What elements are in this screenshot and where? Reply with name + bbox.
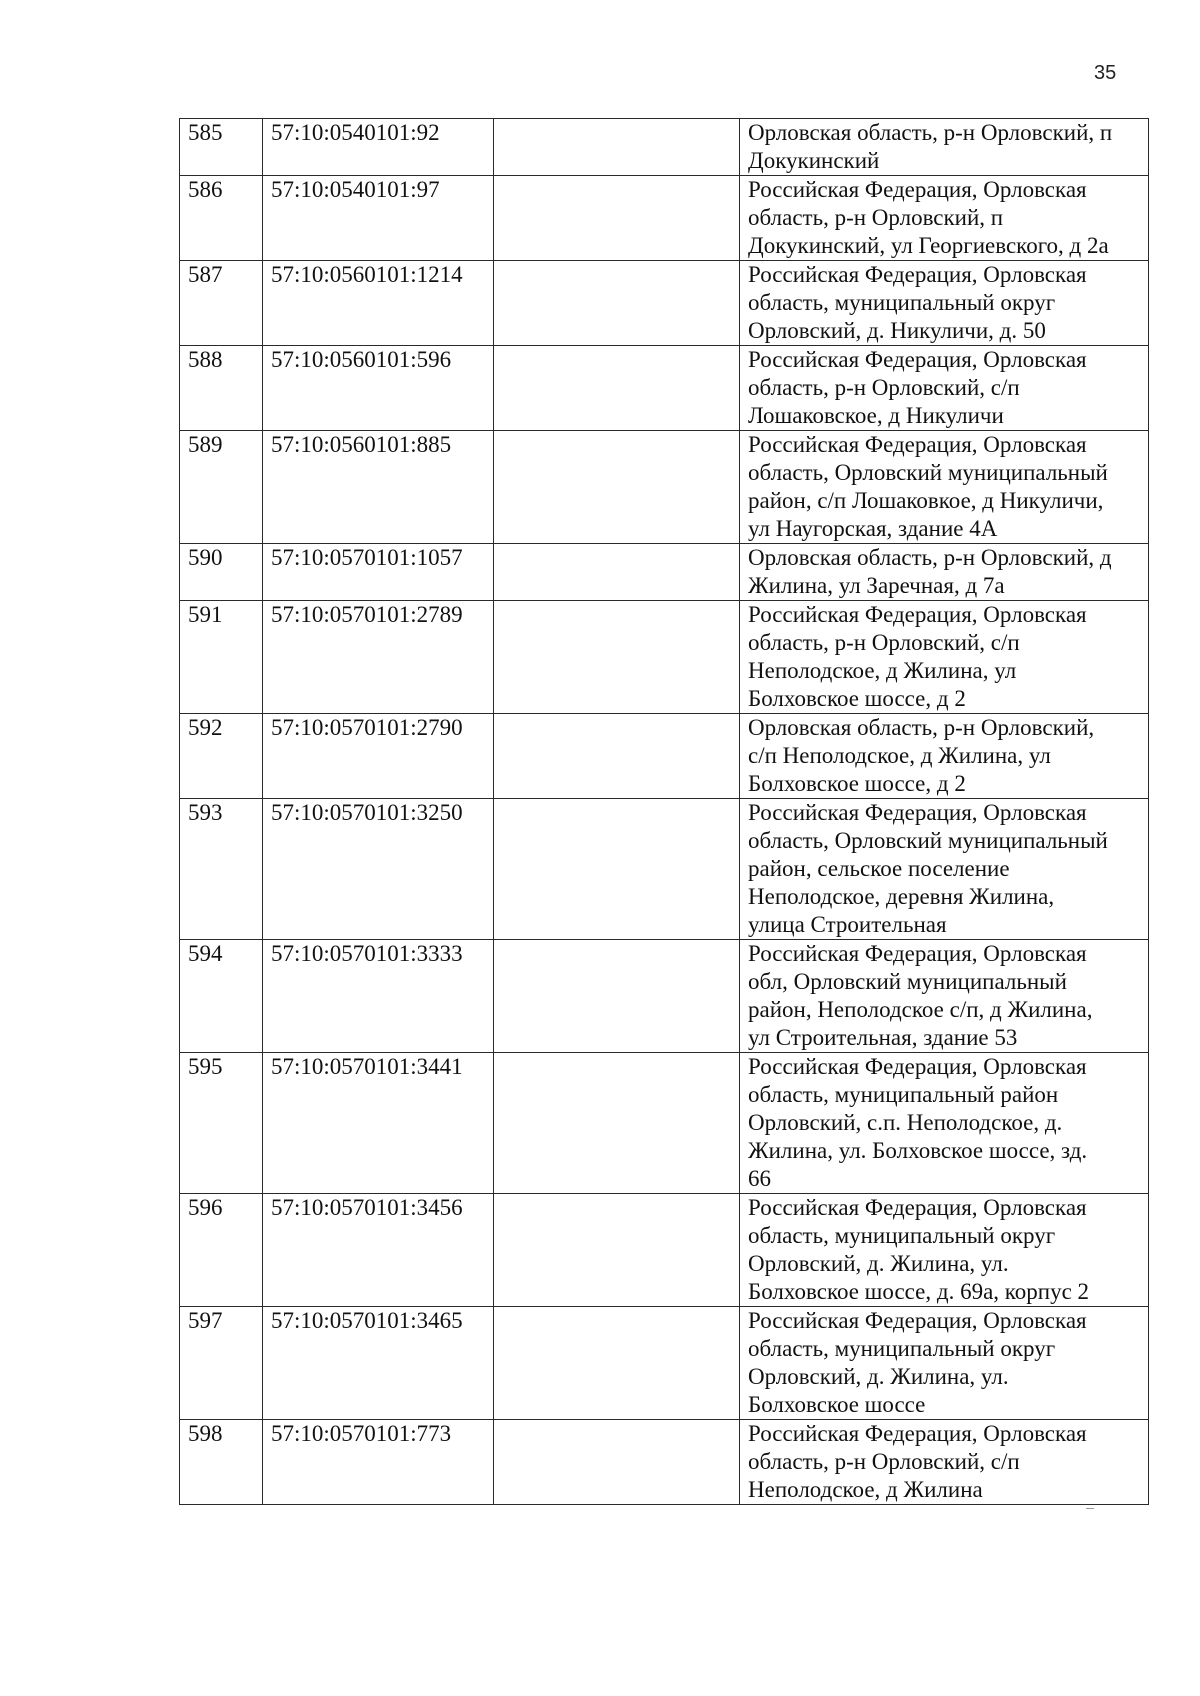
table-row xyxy=(180,1307,1149,1420)
cadastral-number-cell: 57:10:0570101:2789 xyxy=(263,601,494,714)
row-number-cell: 587 xyxy=(180,261,263,346)
cadastral-register-table xyxy=(179,118,1149,1505)
table-row xyxy=(180,261,1149,346)
address-cell: Российская Федерация, Орловская область, р-н Орловский, с/п Неполодское, д Жилина, ул Болховское шоссе, д 2 xyxy=(740,601,1149,714)
cadastral-number-cell: 57:10:0560101:596 xyxy=(263,346,494,431)
row-number-cell: 598 xyxy=(180,1420,263,1505)
address-cell: Орловская область, р-н Орловский, с/п Неполодское, д Жилина, ул Болховское шоссе, д 2 xyxy=(740,714,1149,799)
empty-cell xyxy=(494,431,740,544)
empty-cell xyxy=(494,1420,740,1505)
table-row xyxy=(180,1053,1149,1194)
table-row xyxy=(180,431,1149,544)
table-row xyxy=(180,601,1149,714)
empty-cell xyxy=(494,346,740,431)
empty-cell xyxy=(494,544,740,601)
address-cell: Российская Федерация, Орловская область, муниципальный округ Орловский, д. Никуличи, д. 50 xyxy=(740,261,1149,346)
cadastral-number-cell: 57:10:0570101:3456 xyxy=(263,1194,494,1307)
table-body xyxy=(180,119,1149,1505)
table-row xyxy=(180,1194,1149,1307)
address-cell: Российская Федерация, Орловская область, Орловский муниципальный район, сельское поселение Неполодское, деревня Жилина, улица Строительная xyxy=(740,799,1149,940)
row-number-cell: 593 xyxy=(180,799,263,940)
address-cell: Российская Федерация, Орловская область, р-н Орловский, п Докукинский, ул Георгиевского, д 2а xyxy=(740,176,1149,261)
empty-cell xyxy=(494,601,740,714)
address-cell: Российская Федерация, Орловская область, муниципальный район Орловский, с.п. Неполодское, д. Жилина, ул. Болховское шоссе, зд. 66 xyxy=(740,1053,1149,1194)
address-cell: Российская Федерация, Орловская область, р-н Орловский, с/п Неполодское, д Жилина xyxy=(740,1420,1149,1505)
row-number-cell: 586 xyxy=(180,176,263,261)
address-cell: Российская Федерация, Орловская область, муниципальный округ Орловский, д. Жилина, ул. Болховское шоссе, д. 69а, корпус 2 xyxy=(740,1194,1149,1307)
cadastral-number-cell: 57:10:0570101:773 xyxy=(263,1420,494,1505)
row-number-cell: 596 xyxy=(180,1194,263,1307)
empty-cell xyxy=(494,119,740,176)
cadastral-number-cell: 57:10:0570101:3250 xyxy=(263,799,494,940)
cadastral-number-cell: 57:10:0540101:92 xyxy=(263,119,494,176)
empty-cell xyxy=(494,261,740,346)
table-row xyxy=(180,119,1149,176)
address-cell: Орловская область, р-н Орловский, п Докукинский xyxy=(740,119,1149,176)
table-row xyxy=(180,544,1149,601)
table-row xyxy=(180,176,1149,261)
address-cell: Российская Федерация, Орловская обл, Орловский муниципальный район, Неполодское с/п, д Жилина, ул Строительная, здание 53 xyxy=(740,940,1149,1053)
empty-cell xyxy=(494,1307,740,1420)
page-number: 35 xyxy=(1094,62,1117,84)
table-row xyxy=(180,346,1149,431)
table-row xyxy=(180,714,1149,799)
empty-cell xyxy=(494,1053,740,1194)
address-cell: Российская Федерация, Орловская область, р-н Орловский, с/п Лошаковское, д Никуличи xyxy=(740,346,1149,431)
row-number-cell: 595 xyxy=(180,1053,263,1194)
empty-cell xyxy=(494,176,740,261)
cadastral-number-cell: 57:10:0570101:1057 xyxy=(263,544,494,601)
cadastral-number-cell: 57:10:0540101:97 xyxy=(263,176,494,261)
address-cell: Орловская область, р-н Орловский, д Жилина, ул Заречная, д 7а xyxy=(740,544,1149,601)
cadastral-number-cell: 57:10:0570101:3465 xyxy=(263,1307,494,1420)
address-cell: Российская Федерация, Орловская область, муниципальный округ Орловский, д. Жилина, ул. Болховское шоссе xyxy=(740,1307,1149,1420)
empty-cell xyxy=(494,799,740,940)
row-number-cell: 597 xyxy=(180,1307,263,1420)
row-number-cell: 591 xyxy=(180,601,263,714)
empty-cell xyxy=(494,714,740,799)
row-number-cell: 594 xyxy=(180,940,263,1053)
row-number-cell: 590 xyxy=(180,544,263,601)
row-number-cell: 592 xyxy=(180,714,263,799)
empty-cell xyxy=(494,1194,740,1307)
cadastral-number-cell: 57:10:0570101:3333 xyxy=(263,940,494,1053)
cadastral-number-cell: 57:10:0560101:1214 xyxy=(263,261,494,346)
table-row xyxy=(180,1420,1149,1505)
row-number-cell: 588 xyxy=(180,346,263,431)
empty-cell xyxy=(494,940,740,1053)
row-number-cell: 585 xyxy=(180,119,263,176)
scan-artifact-mark xyxy=(1086,1508,1094,1509)
cadastral-number-cell: 57:10:0570101:2790 xyxy=(263,714,494,799)
address-cell: Российская Федерация, Орловская область, Орловский муниципальный район, с/п Лошаковкое, д Никуличи, ул Наугорская, здание 4А xyxy=(740,431,1149,544)
row-number-cell: 589 xyxy=(180,431,263,544)
table-row xyxy=(180,940,1149,1053)
cadastral-number-cell: 57:10:0560101:885 xyxy=(263,431,494,544)
table-row xyxy=(180,799,1149,940)
cadastral-number-cell: 57:10:0570101:3441 xyxy=(263,1053,494,1194)
